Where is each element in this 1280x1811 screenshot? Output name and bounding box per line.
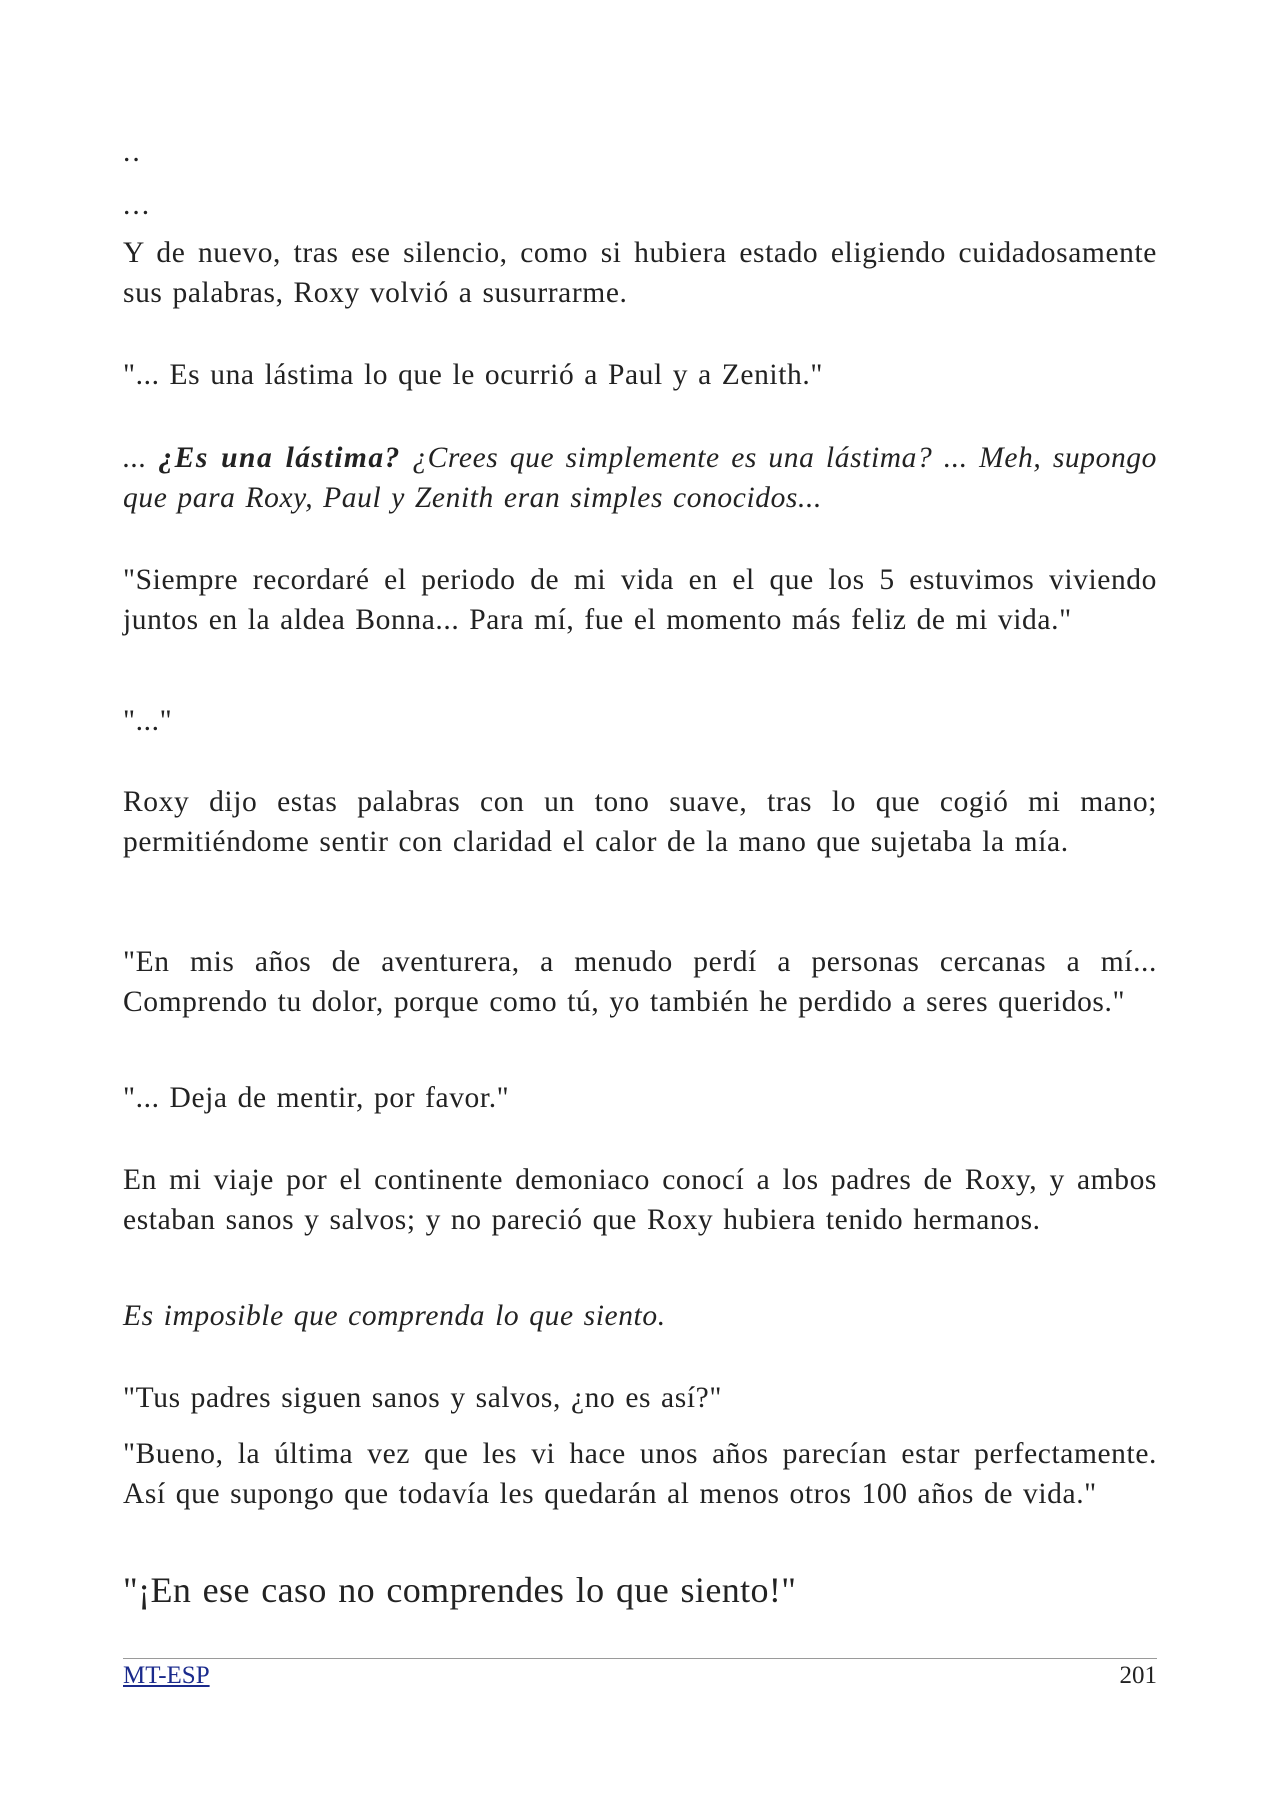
dialogue-roxy-pity: "... Es una lástima lo que le ocurrió a Paul y a Zenith." <box>123 359 823 391</box>
dialogue-silence: "..." <box>123 705 173 737</box>
paragraph-narration-silence: Y de nuevo, tras ese silencio, como si hubiera estado eligiendo cuidadosamente sus palabras, Roxy volvió a susurrarme. <box>123 237 1157 309</box>
dialogue-roxy-loss: "En mis años de aventurera, a menudo perdí a personas cercanas a mí... Comprendo tu dolor, porque como tú, yo también he perdido a seres queridos." <box>123 946 1157 1018</box>
dialogue-parents-question: "Tus padres siguen sanos y salvos, ¿no es así?" <box>123 1382 722 1414</box>
ellipsis-line-short: .. <box>123 136 142 168</box>
thought-rest: ¿Crees que simplemente es una lástima? ... Meh, supongo que para Roxy, Paul y Zenith eran simples conocidos... <box>123 442 1158 514</box>
paragraph-narration-hand: Roxy dijo estas palabras con un tono suave, tras lo que cogió mi mano; permitiéndome sentir con claridad el calor de la mano que sujetaba la mía. <box>123 786 1157 858</box>
dialogue-stop-lying: "... Deja de mentir, por favor." <box>123 1082 510 1114</box>
page-number: 201 <box>1119 1662 1157 1689</box>
inner-thought-pity <box>123 438 1157 518</box>
ellipsis-line-long: ... <box>123 189 152 221</box>
dialogue-roxy-memories: "Siempre recordaré el periodo de mi vida en el que los 5 estuvimos viviendo juntos en la aldea Bonna... Para mí, fue el momento más feliz de mi vida." <box>123 564 1157 636</box>
inner-thought-impossible: Es imposible que comprenda lo que siento. <box>123 1300 666 1332</box>
thought-prefix: ... <box>123 442 159 474</box>
dialogue-outburst: "¡En ese caso no comprendes lo que siento!" <box>123 1570 797 1610</box>
paragraph-narration-parents: En mi viaje por el continente demoniaco conocí a los padres de Roxy, y ambos estaban sanos y salvos; y no pareció que Roxy hubiera tenido hermanos. <box>123 1164 1157 1236</box>
thought-emphasis: ¿Es una lástima? <box>158 442 401 474</box>
footer-link-mt-esp[interactable]: MT-ESP <box>123 1662 210 1689</box>
footer-divider <box>123 1658 1157 1659</box>
dialogue-roxy-parents-answer: "Bueno, la última vez que les vi hace unos años parecían estar perfectamente. Así que supongo que todavía les quedarán al menos otros 100 años de vida." <box>123 1438 1157 1510</box>
